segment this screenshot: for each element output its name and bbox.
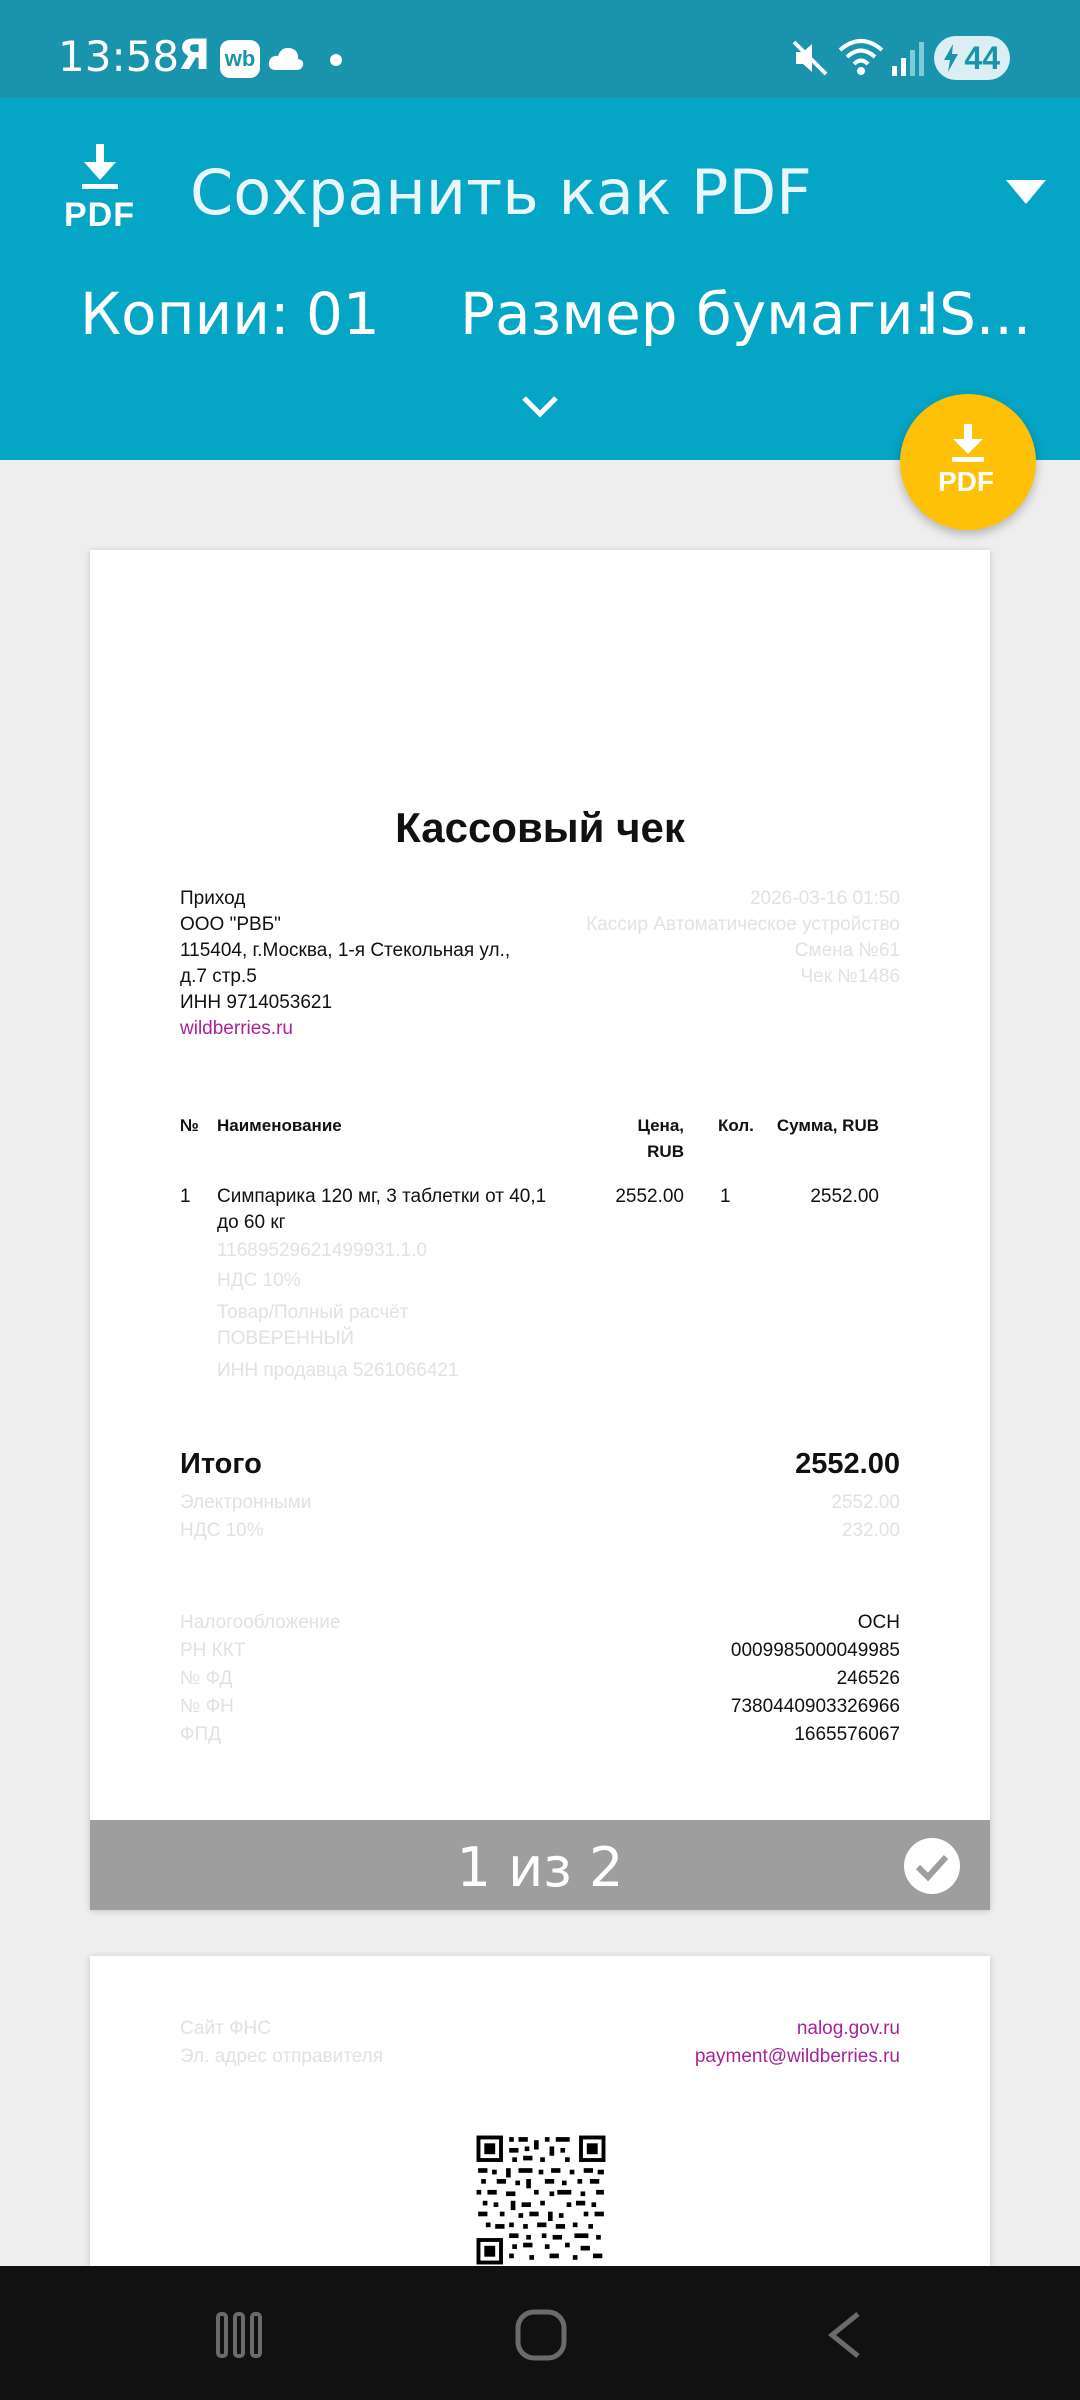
fiscal-tax-value: ОСН	[857, 1612, 900, 1633]
download-arrow-icon	[80, 144, 120, 190]
receipt-inn: ИНН 9714053621	[180, 992, 333, 1013]
signal-icon	[890, 38, 926, 78]
download-pdf-button[interactable]	[900, 394, 1036, 530]
item-number: 1	[180, 1186, 191, 1207]
charging-bolt-icon	[942, 44, 960, 72]
paper-size-value[interactable]: IS...	[922, 280, 1032, 348]
item-agent: ПОВЕРЕННЫЙ	[217, 1328, 355, 1349]
receipt-site-link[interactable]: wildberries.ru	[180, 1018, 293, 1039]
expand-options-chevron-icon[interactable]	[520, 394, 560, 418]
total-label: Итого	[180, 1448, 262, 1480]
column-qty: Кол.	[718, 1116, 754, 1135]
receipt-title: Кассовый чек	[395, 804, 685, 851]
copies-value[interactable]: 01	[306, 280, 380, 348]
column-number: №	[180, 1116, 199, 1135]
print-header	[0, 98, 1080, 460]
column-name: Наименование	[217, 1116, 342, 1135]
page-footer	[90, 1820, 990, 1910]
preview-page-2[interactable]	[90, 1956, 990, 2266]
receipt-shift: Смена №61	[794, 940, 900, 961]
fiscal-fn-value: 7380440903326966	[730, 1696, 900, 1717]
item-vat: НДС 10%	[217, 1270, 301, 1291]
status-bar	[0, 0, 1080, 98]
fiscal-fd-label: № ФД	[180, 1668, 233, 1689]
receipt-number: Чек №1486	[800, 966, 900, 987]
fiscal-rn-kkt-label: РН ККТ	[180, 1640, 246, 1661]
receipt-address-line1: 115404, г.Москва, 1-я Стекольная ул.,	[180, 940, 511, 961]
home-icon[interactable]	[514, 2308, 568, 2362]
item-sum: 2552.00	[810, 1186, 879, 1207]
column-price-unit: RUB	[647, 1142, 684, 1161]
recent-apps-icon[interactable]	[214, 2310, 264, 2360]
pdf-logo-text: PDF	[64, 196, 135, 234]
receipt-company: ООО "РВБ"	[180, 914, 281, 935]
fiscal-tax-label: Налогообложение	[180, 1612, 341, 1633]
page-indicator: 1 из 2	[456, 1836, 624, 1899]
download-pdf-label: PDF	[938, 466, 994, 497]
yandex-app-icon: Я	[178, 30, 211, 79]
total-value: 2552.00	[795, 1448, 900, 1480]
fiscal-fpd-value: 1665576067	[794, 1724, 900, 1745]
dropdown-arrow-icon[interactable]	[1006, 180, 1046, 206]
receipt-operation: Приход	[180, 888, 246, 909]
item-name-line2: до 60 кг	[217, 1212, 286, 1233]
fiscal-rn-kkt-value: 0009985000049985	[730, 1640, 900, 1661]
battery-level: 44	[964, 40, 1000, 76]
wifi-icon	[838, 36, 884, 80]
printer-selector-title[interactable]: Сохранить как PDF	[190, 156, 812, 229]
back-icon[interactable]	[826, 2310, 862, 2360]
system-nav-bar	[0, 2266, 1080, 2400]
copies-label: Копии:	[80, 280, 290, 348]
sender-email-label: Эл. адрес отправителя	[180, 2046, 384, 2067]
fiscal-fpd-label: ФПД	[180, 1724, 221, 1745]
receipt-address-line2: д.7 стр.5	[180, 966, 257, 987]
fns-site-label: Сайт ФНС	[180, 2018, 271, 2039]
fns-site-link[interactable]: nalog.gov.ru	[796, 2018, 900, 2039]
receipt-datetime: 2026-03-16 01:50	[749, 888, 900, 909]
pdf-logo-icon	[60, 144, 140, 234]
column-price: Цена,	[637, 1116, 684, 1135]
notification-dot-icon	[330, 54, 342, 66]
payment-electronic-label: Электронными	[180, 1492, 312, 1513]
status-time: 13:58	[58, 32, 180, 81]
item-price: 2552.00	[615, 1186, 684, 1207]
battery-icon	[934, 36, 1010, 80]
payment-vat-value: 232.00	[841, 1520, 900, 1541]
wb-app-icon: wb	[220, 40, 260, 78]
sender-email-link[interactable]: payment@wildberries.ru	[694, 2046, 900, 2067]
payment-electronic-value: 2552.00	[831, 1492, 900, 1513]
download-icon	[950, 424, 986, 462]
column-sum: Сумма, RUB	[776, 1116, 879, 1135]
item-code: 11689529621499931.1.0	[217, 1240, 427, 1261]
cloud-icon	[268, 44, 304, 74]
item-name-line1: Симпарика 120 мг, 3 таблетки от 40,1	[217, 1186, 547, 1207]
paper-size-label: Размер бумаги:	[460, 280, 934, 348]
check-icon	[904, 1838, 960, 1894]
receipt-cashier: Кассир Автоматическое устройство	[586, 914, 900, 935]
qr-code-icon	[456, 2134, 626, 2266]
page-selected-checkbox[interactable]	[904, 1838, 960, 1894]
mute-icon	[790, 38, 830, 78]
fiscal-fd-value: 246526	[836, 1668, 900, 1689]
payment-vat-label: НДС 10%	[180, 1520, 264, 1541]
item-seller-inn: ИНН продавца 5261066421	[217, 1360, 459, 1381]
item-qty: 1	[720, 1186, 731, 1207]
item-payment-type: Товар/Полный расчёт	[217, 1302, 409, 1323]
preview-page-1[interactable]	[90, 550, 990, 1910]
fiscal-fn-label: № ФН	[180, 1696, 234, 1717]
